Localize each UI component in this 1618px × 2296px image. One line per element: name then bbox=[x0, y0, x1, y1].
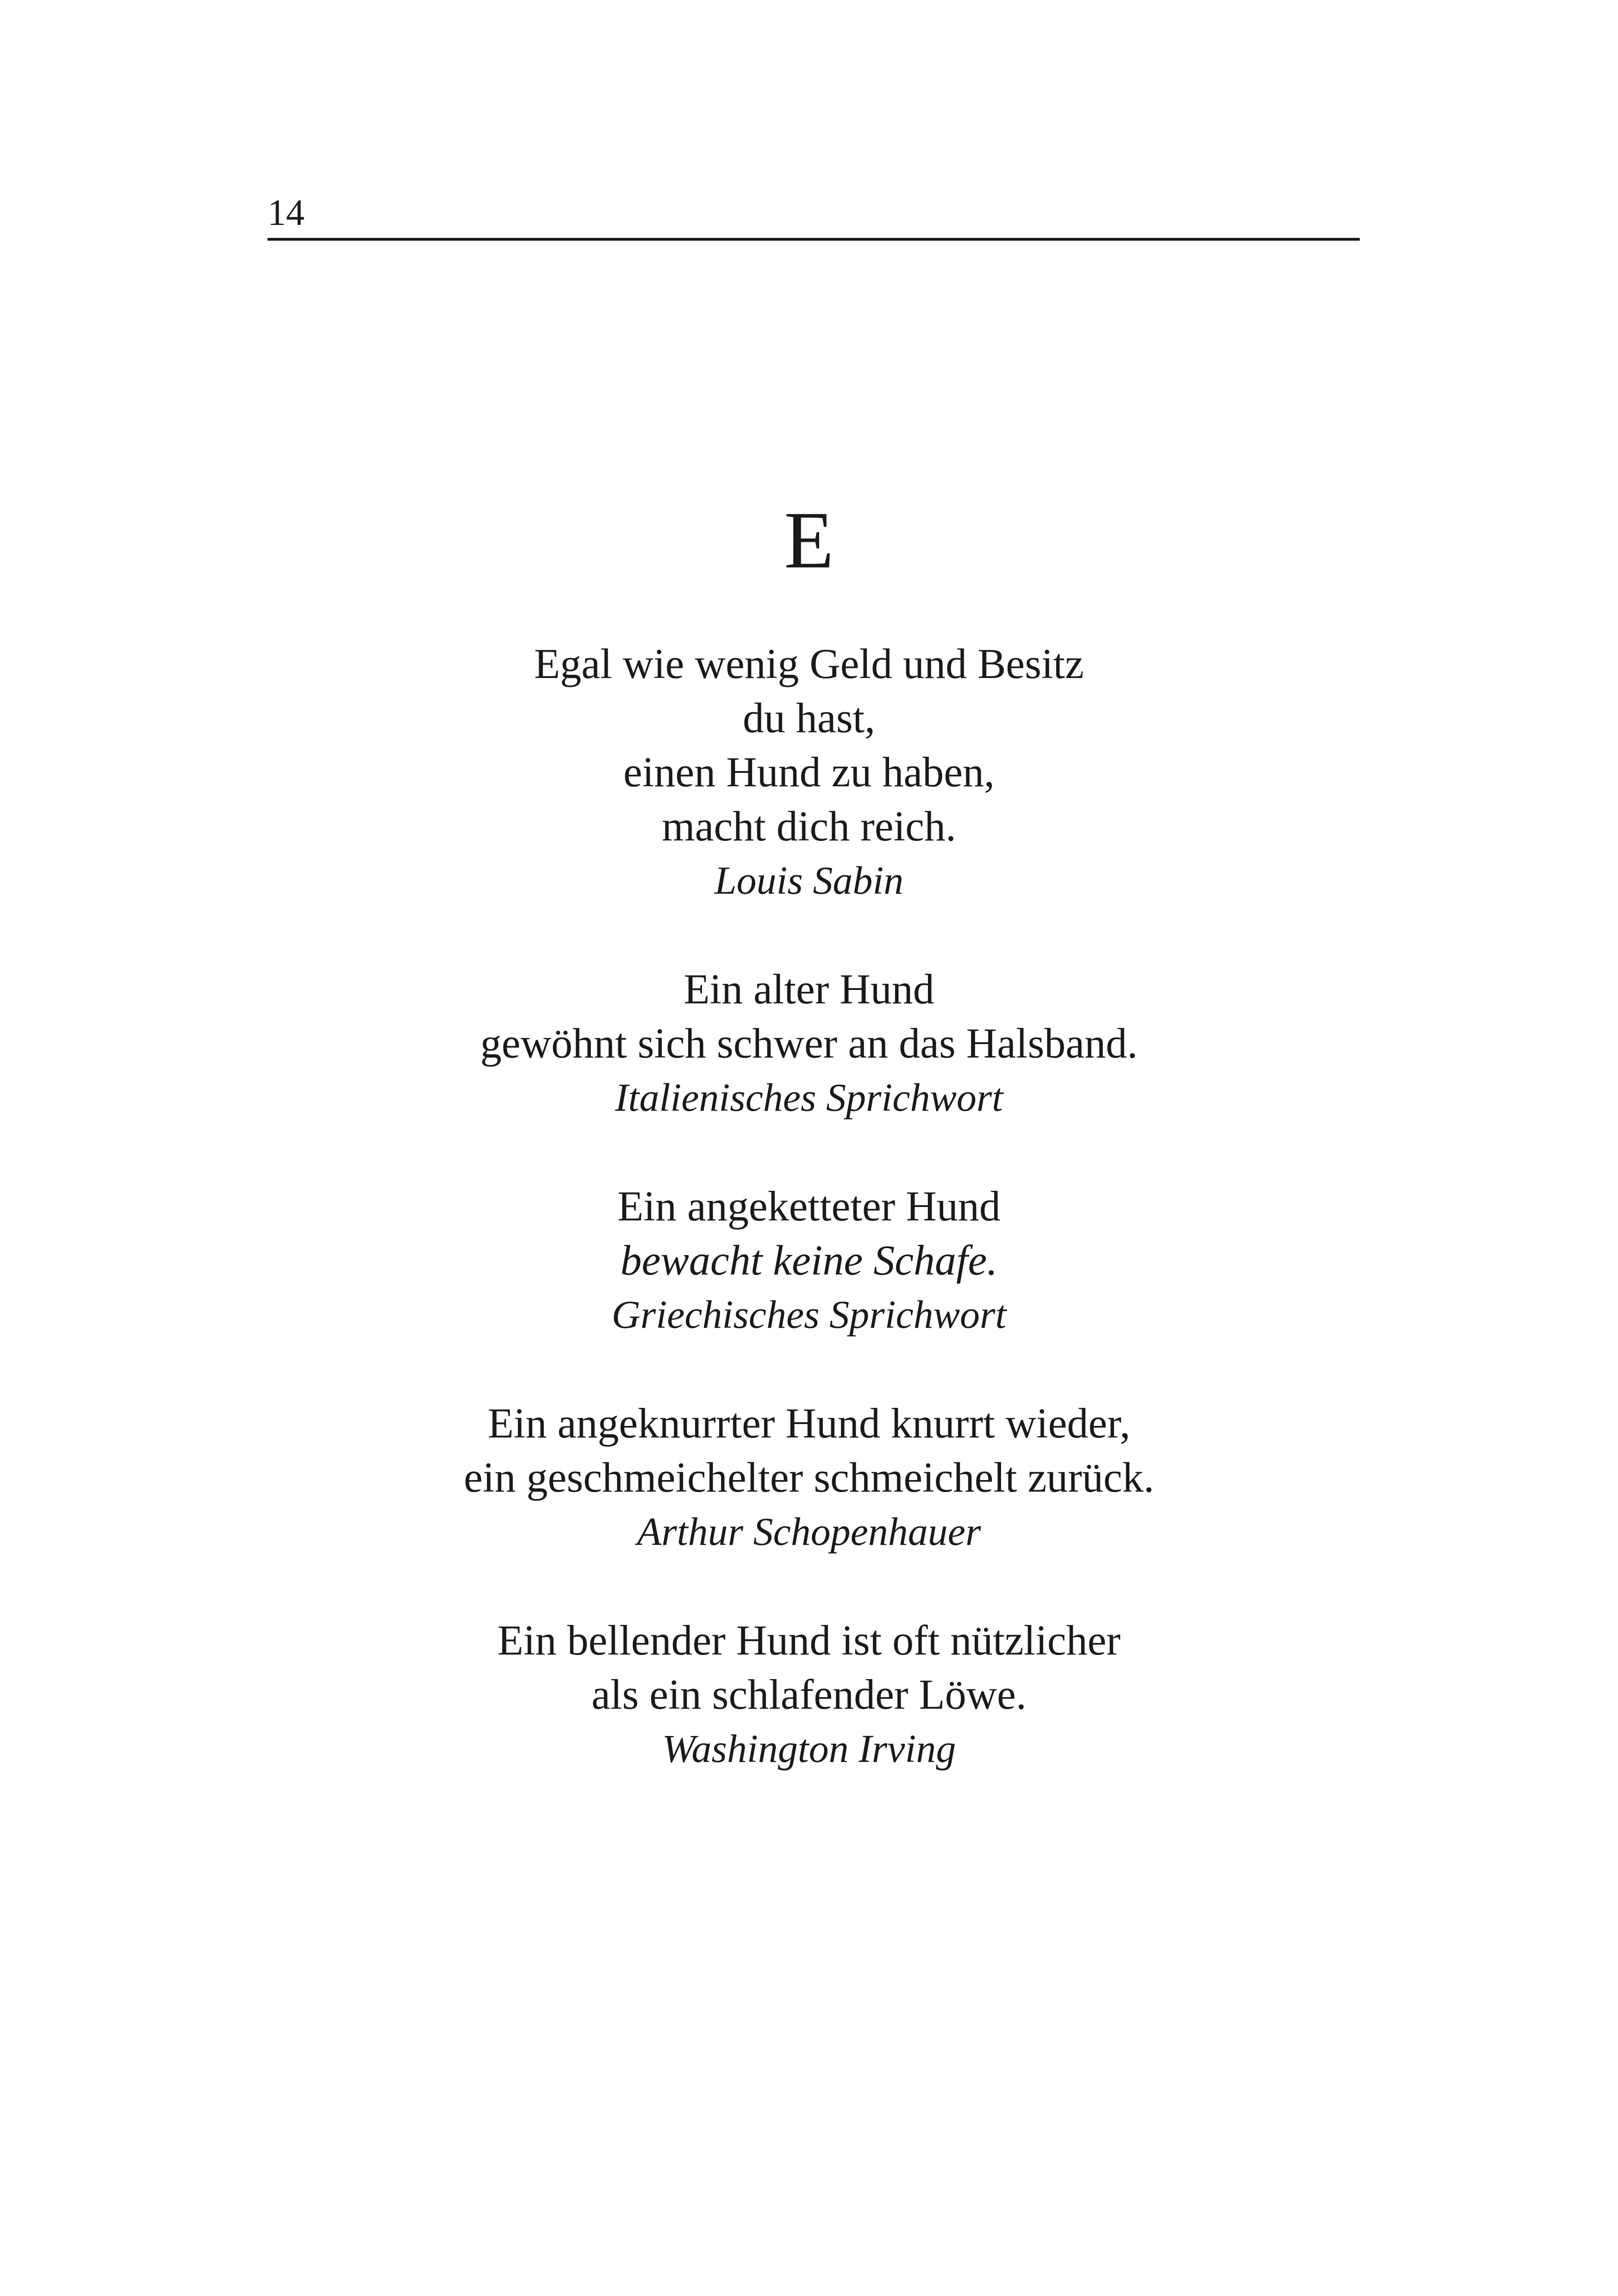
quote-line: ein geschmeichelter schmeichelt zurück. bbox=[464, 1454, 1154, 1501]
quote-line: Ein bellender Hund ist oft nützlicher bbox=[497, 1617, 1121, 1664]
quote-author: Griechisches Sprichwort bbox=[611, 1292, 1007, 1337]
section-letter: E bbox=[784, 495, 834, 585]
quote-line: Ein angeketteter Hund bbox=[617, 1182, 1001, 1230]
quote-line: gewöhnt sich schwer an das Halsband. bbox=[480, 1020, 1138, 1067]
quote bbox=[0, 637, 1618, 908]
quote bbox=[0, 1396, 1618, 1559]
quote-author: Washington Irving bbox=[662, 1726, 956, 1771]
quote-author: Louis Sabin bbox=[714, 858, 904, 902]
quote-line: als ein schlafender Löwe. bbox=[591, 1671, 1027, 1718]
quote-line: Ein alter Hund bbox=[684, 965, 934, 1013]
quote-line: bewacht keine Schafe. bbox=[620, 1237, 998, 1284]
quote bbox=[0, 962, 1618, 1125]
quote-author: Arthur Schopenhauer bbox=[637, 1509, 981, 1554]
page-header bbox=[268, 181, 1360, 241]
page-number: 14 bbox=[268, 193, 305, 233]
quote bbox=[0, 1179, 1618, 1342]
quote-line: einen Hund zu haben, bbox=[623, 748, 995, 796]
quote-list bbox=[0, 637, 1618, 1830]
quote bbox=[0, 1613, 1618, 1776]
quote-author: Italienisches Sprichwort bbox=[615, 1075, 1003, 1120]
quote-line: du hast, bbox=[742, 694, 876, 741]
quote-line: Ein angeknurrter Hund knurrt wieder, bbox=[487, 1400, 1131, 1447]
quote-line: Egal wie wenig Geld und Besitz bbox=[534, 640, 1084, 687]
quote-line: macht dich reich. bbox=[661, 803, 957, 850]
